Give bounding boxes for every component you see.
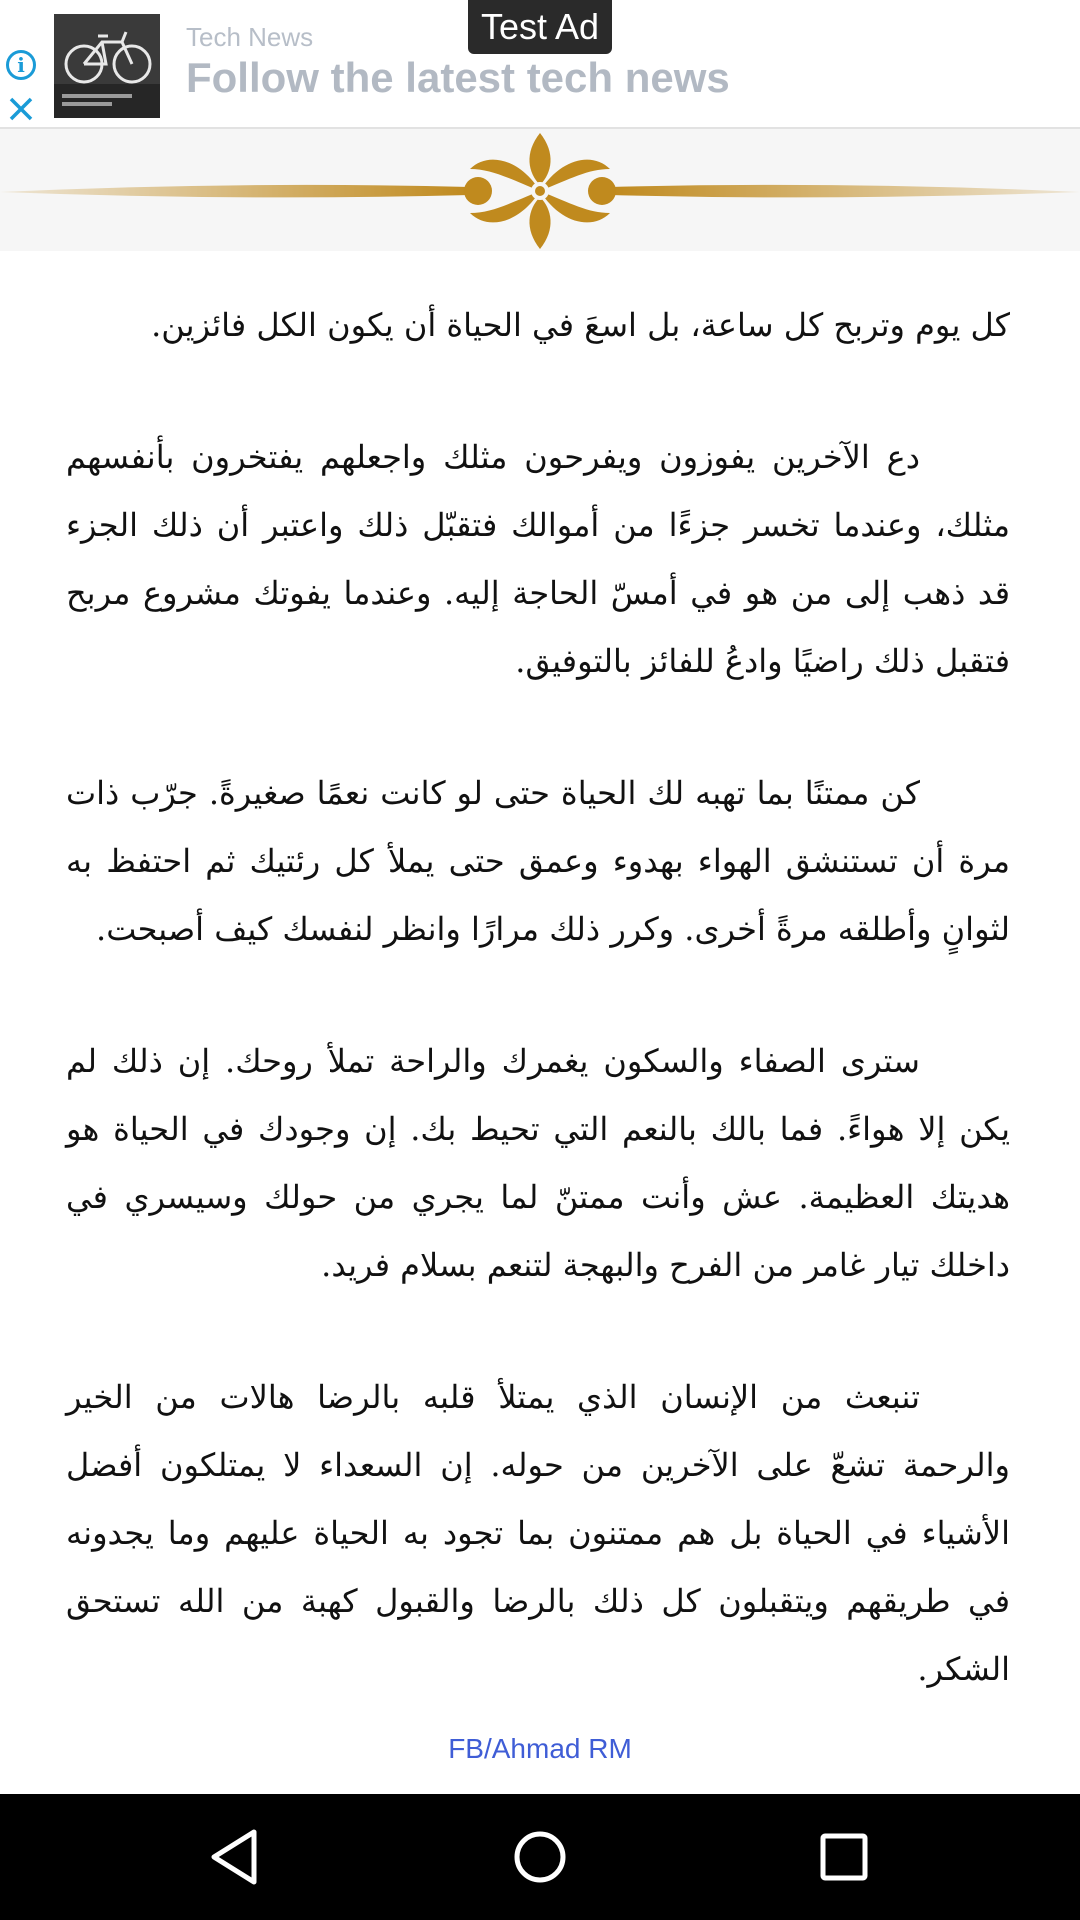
ad-headline[interactable]: Follow the latest tech news	[186, 54, 730, 101]
paragraph-3: كن ممتنًا بما تهبه لك الحياة حتى لو كانت نعمًا صغيرةً. جرّب ذات مرة أن تستنشق الهواء بهدوء وعمق حتى يملأ كل رئتيك ثم احتفظ به لثوانٍ وأطلقه مرةً أخرى. وكرر ذلك مرارًا وانظر لنفسك كيف أصبحت.	[66, 774, 1010, 948]
info-icon[interactable]: i	[6, 50, 36, 80]
ad-banner[interactable]	[0, 0, 1080, 129]
article-content[interactable]	[0, 251, 1080, 1794]
ornament-header	[0, 129, 1080, 251]
ad-controls	[4, 50, 42, 126]
paragraph-1: كل يوم وتربح كل ساعة، بل اسعَ في الحياة أن يكون الكل فائزين.	[151, 306, 1010, 344]
article-text	[66, 291, 1010, 1767]
ad-image[interactable]	[54, 14, 160, 118]
recent-apps-square-icon[interactable]	[809, 1822, 879, 1892]
paragraph-4: سترى الصفاء والسكون يغمرك والراحة تملأ روحك. إن ذلك لم يكن إلا هواءً. فما بالك بالنعم التي تحيط بك. إن وجودك في الحياة هو هديتك العظيمة. عش وأنت ممتنّ لما يجري من حولك وسيسري في داخلك تيار غامر من الفرح والبهجة لتنعم بسلام فريد.	[66, 1042, 1011, 1284]
bicycle-icon	[54, 14, 160, 118]
paragraph-2: دع الآخرين يفوزون ويفرحون مثلك واجعلهم يفتخرون بأنفسهم مثلك، وعندما تخسر جزءًا من أموالك فتقبّل ذلك واعتبر أن ذلك الجزء قد ذهب إلى من هو في أمسّ الحاجة إليه. وعندما يفوتك مشروع مربح فتقبل ذلك راضيًا وادعُ للفائز بالتوفيق.	[66, 438, 1011, 680]
close-icon[interactable]	[6, 94, 36, 124]
test-ad-badge: Test Ad	[468, 0, 612, 54]
back-triangle-icon[interactable]	[200, 1822, 270, 1892]
ornament-icon	[0, 129, 1080, 251]
author-credit-link[interactable]: FB/Ahmad RM	[448, 1733, 632, 1764]
paragraph-5: تنبعث من الإنسان الذي يمتلأ قلبه بالرضا هالات من الخير والرحمة تشعّ على الآخرين من حوله. إن السعداء لا يمتلكون أفضل الأشياء في الحياة بل هم ممتنون بما تجود به الحياة عليهم وما يجدونه في طريقهم ويتقبلون كل ذلك بالرضا والقبول كهبة من الله تستحق الشكر.	[66, 1378, 1011, 1688]
ad-sponsor[interactable]: Tech News	[186, 22, 314, 52]
system-navigation-bar	[0, 1794, 1080, 1920]
home-circle-icon[interactable]	[505, 1822, 575, 1892]
